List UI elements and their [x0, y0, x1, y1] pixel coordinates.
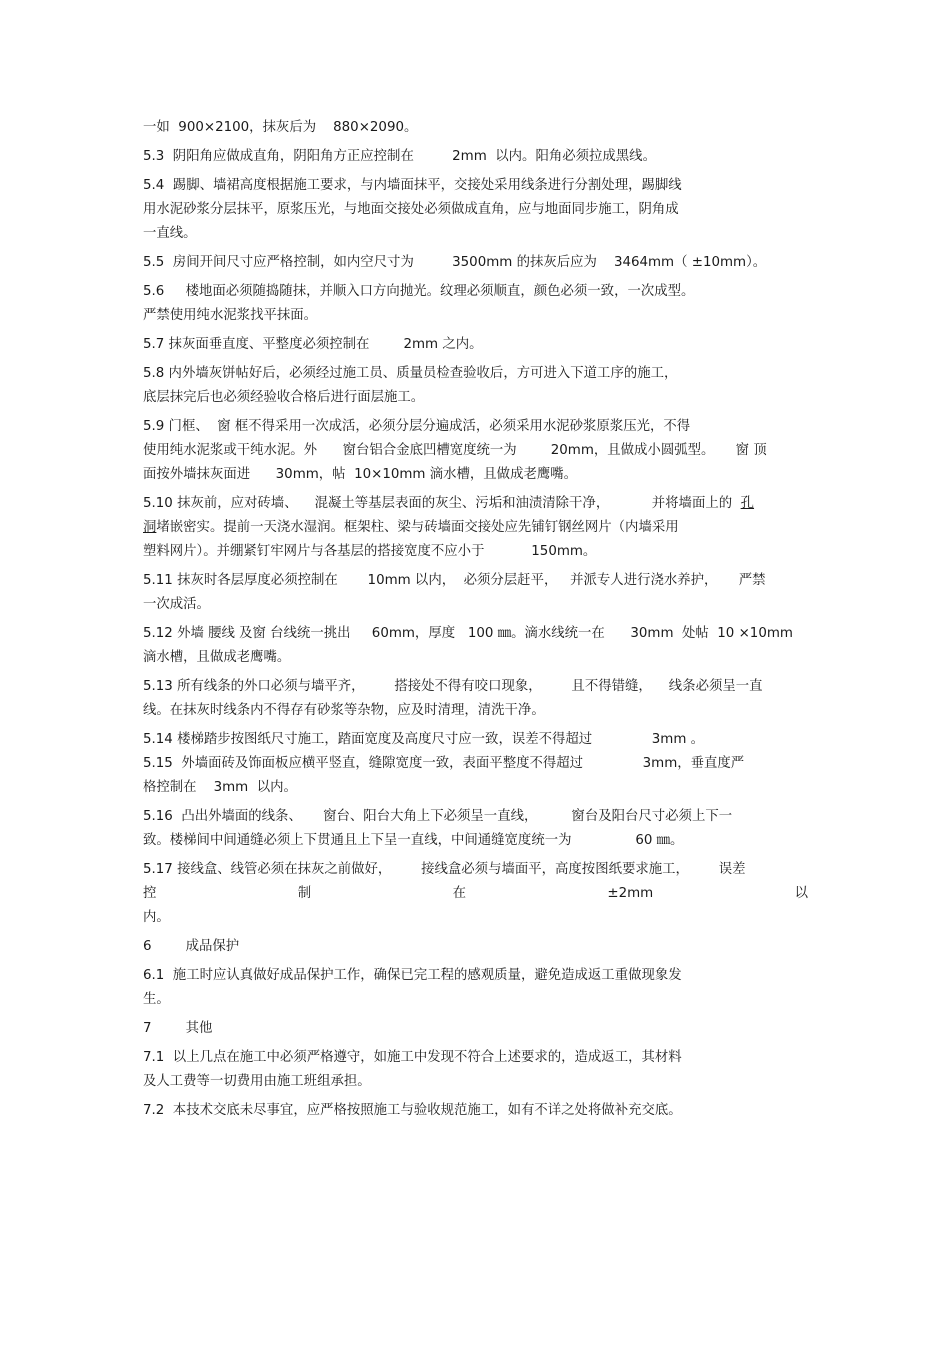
text-line: 一直线。 — [143, 226, 197, 241]
paragraph-5-4 — [143, 174, 808, 246]
text-segment: 以 — [794, 886, 808, 901]
text-line: 5.6 楼地面必须随捣随抹，并顺入口方向抛光。纹理必须顺直，颜色必须一致，一次成型。 — [143, 284, 695, 299]
paragraph-5-13 — [143, 675, 808, 723]
text-line: 5.12 外墙 腰线 及窗 台线统一挑出 60mm，厚度 100 ㎜。滴水线统一在 30mm 处帖 10 ×10mm — [143, 626, 793, 641]
text-line: 滴水槽，且做成老鹰嘴。 — [143, 650, 291, 665]
paragraph-6-1 — [143, 964, 808, 1012]
paragraph-5-5 — [143, 251, 808, 275]
paragraph-5-8 — [143, 362, 808, 410]
text-line: 面按外墙抹灰面进 30mm，帖 10×10mm 滴水槽，且做成老鹰嘴。 — [143, 467, 578, 482]
underlined-text: 孔 — [740, 496, 755, 511]
paragraph-7-1 — [143, 1046, 808, 1094]
text-line: 5.13 所有线条的外口必须与墙平齐， 搭接处不得有咬口现象， 且不得错缝， 线条必须呈一直 — [143, 679, 763, 694]
text-line — [143, 516, 808, 540]
paragraph-5-7 — [143, 333, 808, 357]
paragraph-5-10 — [143, 492, 808, 564]
text-line: 5.3 阴阳角应做成直角，阴阳角方正应控制在 2mm 以内。阳角必须拉成黑线。 — [143, 149, 656, 164]
text-line: 5.8 内外墙灰饼帖好后，必须经过施工员、质量员检查验收后，方可进入下道工序的施工， — [143, 366, 678, 381]
paragraph-5-3 — [143, 145, 808, 169]
paragraph-5-12 — [143, 622, 808, 670]
text-line: 内。 — [143, 910, 170, 925]
text-line: 5.7 抹灰面垂直度、平整度必须控制在 2mm 之内。 — [143, 337, 483, 352]
text-line: 严禁使用纯水泥浆找平抹面。 — [143, 308, 318, 323]
text-line-justified — [143, 882, 808, 906]
text-line: 线。在抹灰时线条内不得存有砂浆等杂物，应及时清理，清洗干净。 — [143, 703, 545, 718]
text-segment: 5.10 抹灰前，应对砖墙、 混凝土等基层表面的灰尘、污垢和油渍清除干净， 并将墙面上的 — [143, 496, 741, 511]
text-line — [143, 492, 808, 516]
text-line: 5.14 楼梯踏步按图纸尺寸施工，踏面宽度及高度尺寸应一致，误差不得超过 3mm 。 — [143, 732, 705, 747]
text-line: 一次成活。 — [143, 597, 210, 612]
text-line: 致。楼梯间中间通缝必须上下贯通且上下呈一直线，中间通缝宽度统一为 60 ㎜。 — [143, 833, 684, 848]
text-line: 底层抹完后也必须经验收合格后进行面层施工。 — [143, 390, 425, 405]
text-line: 5.16 凸出外墙面的线条、 窗台、阳台大角上下必须呈一直线， 窗台及阳台尺寸必须上下一 — [143, 809, 733, 824]
paragraph-7-2 — [143, 1099, 808, 1123]
text-line: 5.17 接线盒、线管必须在抹灰之前做好， 接线盒必须与墙面平，高度按图纸要求施工， 误差 — [143, 862, 746, 877]
text-segment: ±2mm — [607, 886, 654, 901]
text-segment: 在 — [452, 886, 466, 901]
text-line: 5.15 外墙面砖及饰面板应横平竖直，缝隙宽度一致，表面平整度不得超过 3mm，垂直度严 — [143, 756, 745, 771]
text-line: 5.4 踢脚、墙裙高度根据施工要求，与内墙面抹平，交接处采用线条进行分割处理，踢脚线 — [143, 178, 682, 193]
underlined-text: 洞 — [143, 520, 157, 535]
paragraph-5-17 — [143, 858, 808, 930]
section-title: 6 成品保护 — [143, 939, 240, 954]
document-body — [143, 116, 808, 1128]
text-segment: 控 — [143, 886, 157, 901]
text-line: 7.1 以上几点在施工中必须严格遵守，如施工中发现不符合上述要求的，造成返工，其材料 — [143, 1050, 682, 1065]
text-segment: 制 — [297, 886, 312, 901]
paragraph-intro — [143, 116, 808, 140]
text-line: 塑料网片）。并绷紧钉牢网片与各基层的搭接宽度不应小于 150mm。 — [143, 544, 597, 559]
text-line: 使用纯水泥浆或干纯水泥。外 窗台铝合金底凹槽宽度统一为 20mm，且做成小圆弧型。 窗 顶 — [143, 443, 767, 458]
text-line: 5.9 门框、 窗 框不得采用一次成活，必须分层分遍成活，必须采用水泥砂浆原浆压光，不得 — [143, 419, 691, 434]
text-line: 5.11 抹灰时各层厚度必须控制在 10mm 以内， 必须分层赶平， 并派专人进行浇水养护， 严禁 — [143, 573, 766, 588]
text-line: 生。 — [143, 992, 170, 1007]
text-segment: 堵嵌密实。提前一天浇水湿润。框架柱、梁与砖墙面交接处应先铺钉钢丝网片（内墙采用 — [156, 520, 679, 535]
section-heading-6 — [143, 935, 808, 959]
text-line: 一如 900×2100，抹灰后为 880×2090。 — [143, 120, 418, 135]
section-title: 7 其他 — [143, 1021, 213, 1036]
section-heading-7 — [143, 1017, 808, 1041]
text-line: 6.1 施工时应认真做好成品保护工作，确保已完工程的感观质量，避免造成返工重做现象发 — [143, 968, 682, 983]
text-line: 格控制在 3mm 以内。 — [143, 780, 297, 795]
paragraph-5-6 — [143, 280, 808, 328]
text-line: 用水泥砂浆分层抹平，原浆压光，与地面交接处必须做成直角，应与地面同步施工，阴角成 — [143, 202, 679, 217]
paragraph-5-14-5-15 — [143, 728, 808, 800]
text-line: 5.5 房间开间尺寸应严格控制，如内空尺寸为 3500mm 的抹灰后应为 3464mm（ ±10mm）。 — [143, 255, 767, 270]
paragraph-5-16 — [143, 805, 808, 853]
text-line: 7.2 本技术交底未尽事宜，应严格按照施工与验收规范施工，如有不详之处将做补充交底。 — [143, 1103, 682, 1118]
paragraph-5-9 — [143, 415, 808, 487]
paragraph-5-11 — [143, 569, 808, 617]
text-line: 及人工费等一切费用由施工班组承担。 — [143, 1074, 371, 1089]
